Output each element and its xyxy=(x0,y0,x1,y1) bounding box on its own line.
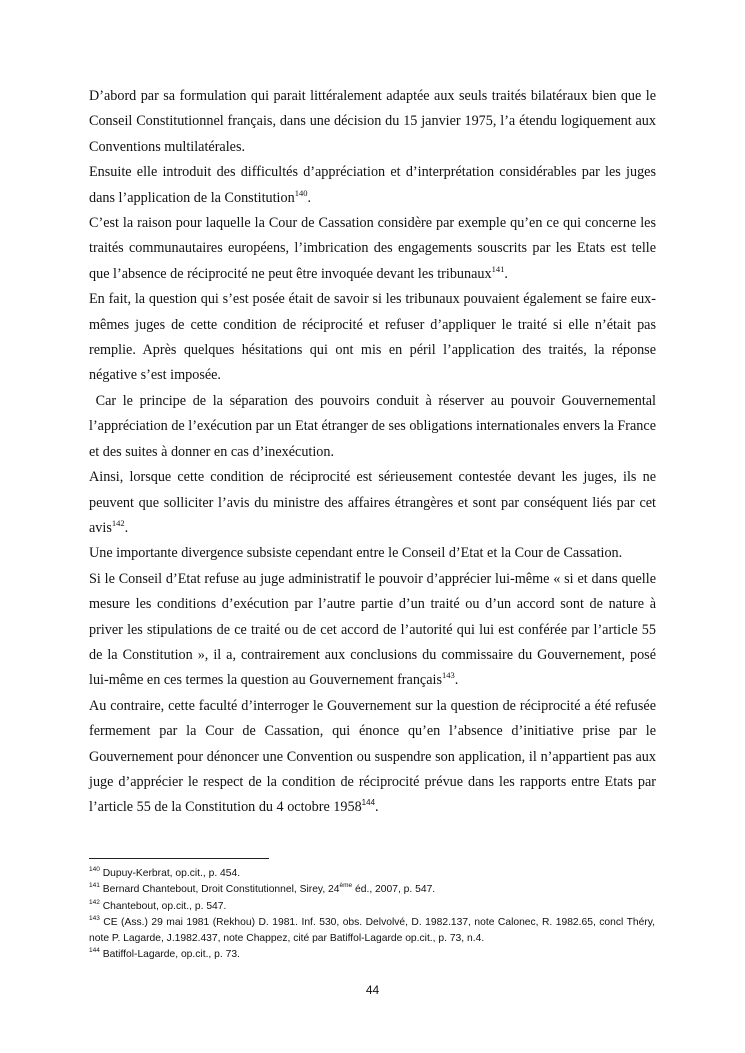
paragraph-8 xyxy=(89,567,656,694)
footnote-140 xyxy=(89,866,655,882)
paragraph-7-text: Une importante divergence subsiste cependant entre le Conseil d’Etat et la Cour de Cassation. xyxy=(89,545,623,562)
paragraph-9-text: Au contraire, cette faculté d’interroger le Gouvernement sur la question de réciprocité a été refusée fermement par la Cour de Cassation, qui énonce qu’en l’absence d’initiative prise par le Gouvernement pour dénoncer une Convention ou suspendre son application, il n’appartient pas aux juge d’apprécier le respect de la condition de réciprocité prévue dans les rapports entre Etats par l’article 55 de la Constitution du 4 octobre 1958 xyxy=(89,697,656,816)
paragraph-8-text: Si le Conseil d’Etat refuse au juge administratif le pouvoir d’apprécier lui-même « si et dans quelle mesure les conditions d’exécution par l’autre partie d’un traité ou d’un accord sont de nature à priver les stipulations de ce traité ou de cet accord de l’autorité qui lui est conférée par l’article 55 de la Constitution », il a, contrairement aux conclusions du commissaire du Gouvernement, posé lui-même en ces termes la question au Gouvernement français xyxy=(89,570,656,689)
footnote-text: Batiffol-Lagarde, op.cit., p. 73. xyxy=(99,949,240,961)
paragraph-9 xyxy=(89,694,656,821)
footnote-text: Chantebout, op.cit., p. 547. xyxy=(99,900,227,912)
footnote-number: 144 xyxy=(89,947,100,955)
footnotes xyxy=(89,866,655,964)
footnote-number: 140 xyxy=(89,866,100,873)
footnote-superscript: ème xyxy=(339,882,353,890)
footnote-separator xyxy=(89,858,269,859)
paragraph-5-text: Car le principe de la séparation des pouvoirs conduit à réserver au pouvoir Gouvernemental l’appréciation de l’exécution par un Etat étranger de ses obligations internationales envers la France et des suites à donner en cas d’inexécution. xyxy=(89,392,660,460)
footnote-141 xyxy=(89,882,655,898)
footnote-number: 142 xyxy=(89,898,100,906)
footnote-144 xyxy=(89,947,655,963)
footnote-ref-143[interactable]: 143 xyxy=(441,670,455,681)
footnote-number: 141 xyxy=(89,882,100,890)
paragraph-4 xyxy=(89,287,656,389)
paragraph-8-end: . xyxy=(454,672,459,689)
paragraph-2-end: . xyxy=(307,189,311,206)
footnote-text-end: éd., 2007, p. 547. xyxy=(352,884,436,896)
paragraph-1 xyxy=(89,84,656,160)
paragraph-2-text: Ensuite elle introduit des difficultés d’appréciation et d’interprétation considérables par les juges dans l’application de la Constitution xyxy=(89,164,656,206)
paragraph-5 xyxy=(89,389,660,465)
paragraph-1-text: D’abord par sa formulation qui parait littéralement adaptée aux seuls traités bilatéraux bien que le Conseil Constitutionnel français, dans une décision du 15 janvier 1975, l’a étendu logiquement aux Conventions multilatérales. xyxy=(89,88,656,155)
paragraph-3 xyxy=(89,211,656,287)
body-text xyxy=(89,84,660,821)
footnote-text: Bernard Chantebout, Droit Constitutionnel, Sirey, 24 xyxy=(99,884,340,896)
paragraph-6-end: . xyxy=(124,519,129,536)
footnote-ref-141[interactable]: 141 xyxy=(491,263,505,274)
paragraph-9-end: . xyxy=(375,799,379,816)
footnote-number: 143 xyxy=(89,914,100,922)
paragraph-6-text: Ainsi, lorsque cette condition de réciprocité est sérieusement contestée devant les juges, ils ne peuvent que solliciter l’avis du ministre des affaires étrangères et sont par conséquent liés par cet avis xyxy=(89,469,656,536)
footnote-143 xyxy=(89,915,655,948)
paragraph-7 xyxy=(89,541,656,566)
paragraph-6 xyxy=(89,465,656,541)
paragraph-3-text: C’est la raison pour laquelle la Cour de Cassation considère par exemple qu’en ce qui concerne les traités communautaires européens, l’imbrication des engagements souscrits par les Etats est telle que l’absence de réciprocité ne peut être invoquée devant les tribunaux xyxy=(89,215,656,282)
footnote-text: CE (Ass.) 29 mai 1981 (Rekhou) D. 1981. Inf. 530, obs. Delvolvé, D. 1982.137, note Calonec, R. 1982.65, concl Théry, note P. Lagarde, J.1982.437, note Chappez, cité par Batiffol-Lagarde op.cit., p. 73, n.4. xyxy=(89,916,655,945)
footnote-ref-144[interactable]: 144 xyxy=(361,798,376,808)
footnote-ref-142[interactable]: 142 xyxy=(111,517,125,528)
footnote-142 xyxy=(89,899,655,915)
footnote-ref-140[interactable]: 140 xyxy=(294,187,308,198)
footnote-text: Dupuy-Kerbrat, op.cit., p. 454. xyxy=(99,868,241,879)
paragraph-4-text: En fait, la question qui s’est posée était de savoir si les tribunaux pouvaient également se faire eux-mêmes juges de cette condition de réciprocité et refuser d’appliquer le traité si elle n’était pas remplie. Après quelques hésitations qui ont mis en péril l’application des traités, la réponse négative s’est imposée. xyxy=(89,291,656,384)
page-number: 44 xyxy=(365,983,380,997)
paragraph-2 xyxy=(89,160,656,211)
paragraph-3-end: . xyxy=(504,265,508,282)
